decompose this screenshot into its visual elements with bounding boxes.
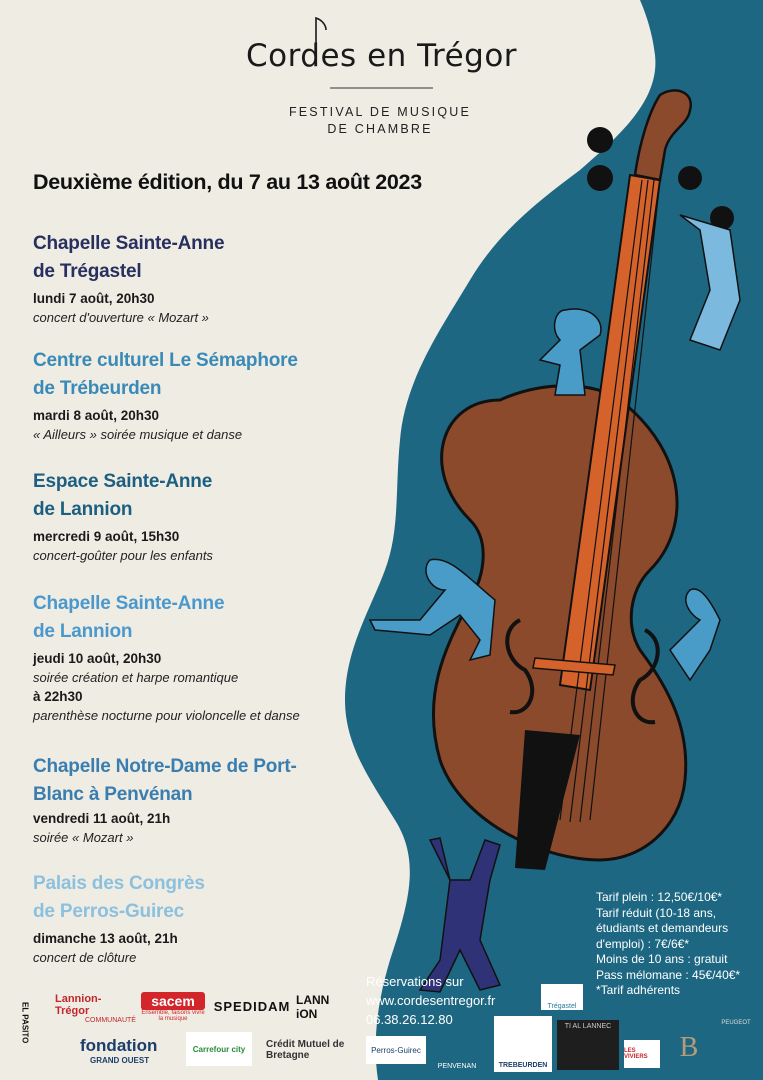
event-date: vendredi 11 août, 21h [33,811,171,826]
tarif-line: Pass mélomane : 45€/40€* [596,967,741,982]
logo-sacem-sub: Ensemble, faisons vivre la musique [141,1010,205,1022]
tarif-line: d'emploi) : 7€/6€* [596,936,690,951]
event-venue-line2: de Perros-Guirec [33,901,184,922]
subtitle-line-2: DE CHAMBRE [327,122,433,136]
event-desc: soirée création et harpe romantique [33,670,239,685]
logo-fondation-text: fondation [80,1035,158,1055]
logo-credit-mutuel: Crédit Mutuel de Bretagne [266,1039,345,1061]
logo-lannion-tregor-text: Lannion-Trégor [55,992,102,1017]
event-2 [33,347,333,444]
event-venue-line1: Espace Sainte-Anne [33,471,213,492]
subtitle-line-1: FESTIVAL DE MUSIQUE [288,105,472,119]
logo-penvenan: PENVENAN [437,1063,477,1070]
tarif-line: étudiants et demandeurs [596,921,729,935]
tarif-line: Tarif réduit (10-18 ans, [596,905,717,920]
logo-fondation-sub: GRAND OUEST [90,1055,150,1065]
logo-el-pasito: EL PASITO [20,1001,30,1044]
event-venue-line1: Chapelle Sainte-Anne [33,593,225,614]
reservations-phone: 06.38.26.12.80 [366,1012,453,1027]
logo-trebeurden: TREBEURDEN [494,1016,552,1072]
logo-les-viviers: LES VIVIERS [624,1040,660,1068]
event-venue-line1: Palais des Congrès [33,873,205,894]
event-date: dimanche 13 août, 21h [33,931,178,946]
logo-tregastel: Trégastel [541,984,583,1010]
event-date-2: à 22h30 [33,689,83,704]
logo-spedidam: SPEDIDAM [213,998,291,1014]
event-desc-2: parenthèse nocturne pour violoncelle et danse [33,708,300,723]
event-1 [33,230,333,327]
logo-lannion: LANN iON [296,993,330,1021]
event-venue-line1: Centre culturel Le Sémaphore [33,350,298,371]
event-venue-line2: de Trégastel [33,261,142,282]
event-date: jeudi 10 août, 20h30 [33,651,162,666]
event-venue-line1: Chapelle Sainte-Anne [33,233,225,254]
logo-b: B [679,1032,699,1063]
event-desc: concert-goûter pour les enfants [33,548,213,563]
event-date: mardi 8 août, 20h30 [33,408,160,423]
reservations-label: Réservations sur [366,974,464,989]
logo-lannion-tregor [55,990,135,1026]
festival-title: Cordes en Trégor [246,38,518,74]
tarif-line: Tarif plein : 12,50€/10€* [596,890,723,904]
event-desc: soirée « Mozart » [33,830,134,845]
event-4 [33,590,333,725]
logo-ti-al-lannec: TI AL LANNEC [557,1020,619,1070]
event-venue-line1: Chapelle Notre-Dame de Port- [33,756,297,777]
reservations-url[interactable]: www.cordesentregor.fr [366,993,496,1008]
reservations-block [366,972,495,1029]
event-desc: concert de clôture [33,950,137,965]
event-venue-line2: Blanc à Penvénan [33,784,193,805]
logo-perros-guirec: Perros-Guirec [366,1036,426,1064]
event-desc: « Ailleurs » soirée musique et danse [33,427,243,442]
event-date: lundi 7 août, 20h30 [33,291,155,306]
event-venue-line2: de Lannion [33,499,133,520]
logo-sacem [140,988,206,1026]
tarif-line: *Tarif adhérents [596,983,681,997]
event-venue-line2: de Trébeurden [33,378,162,399]
event-3 [33,468,333,565]
edition-heading: Deuxième édition, du 7 au 13 août 2023 [33,170,422,194]
logo-peugeot: PEUGEOT [721,1020,751,1026]
event-5 [33,753,333,847]
tarif-line: Moins de 10 ans : gratuit [596,952,728,966]
logo-lannion-tregor-sub: COMMUNAUTÉ [85,1016,136,1024]
event-desc: concert d'ouverture « Mozart » [33,310,209,325]
event-date: mercredi 9 août, 15h30 [33,529,180,544]
logo-fondation [55,1032,170,1068]
festival-subtitle [240,104,520,138]
event-venue-line2: de Lannion [33,621,133,642]
logo-sacem-text: sacem [141,992,205,1010]
event-6 [33,870,333,967]
logo-carrefour: Carrefour city [186,1032,252,1066]
tarifs-block [596,890,761,999]
